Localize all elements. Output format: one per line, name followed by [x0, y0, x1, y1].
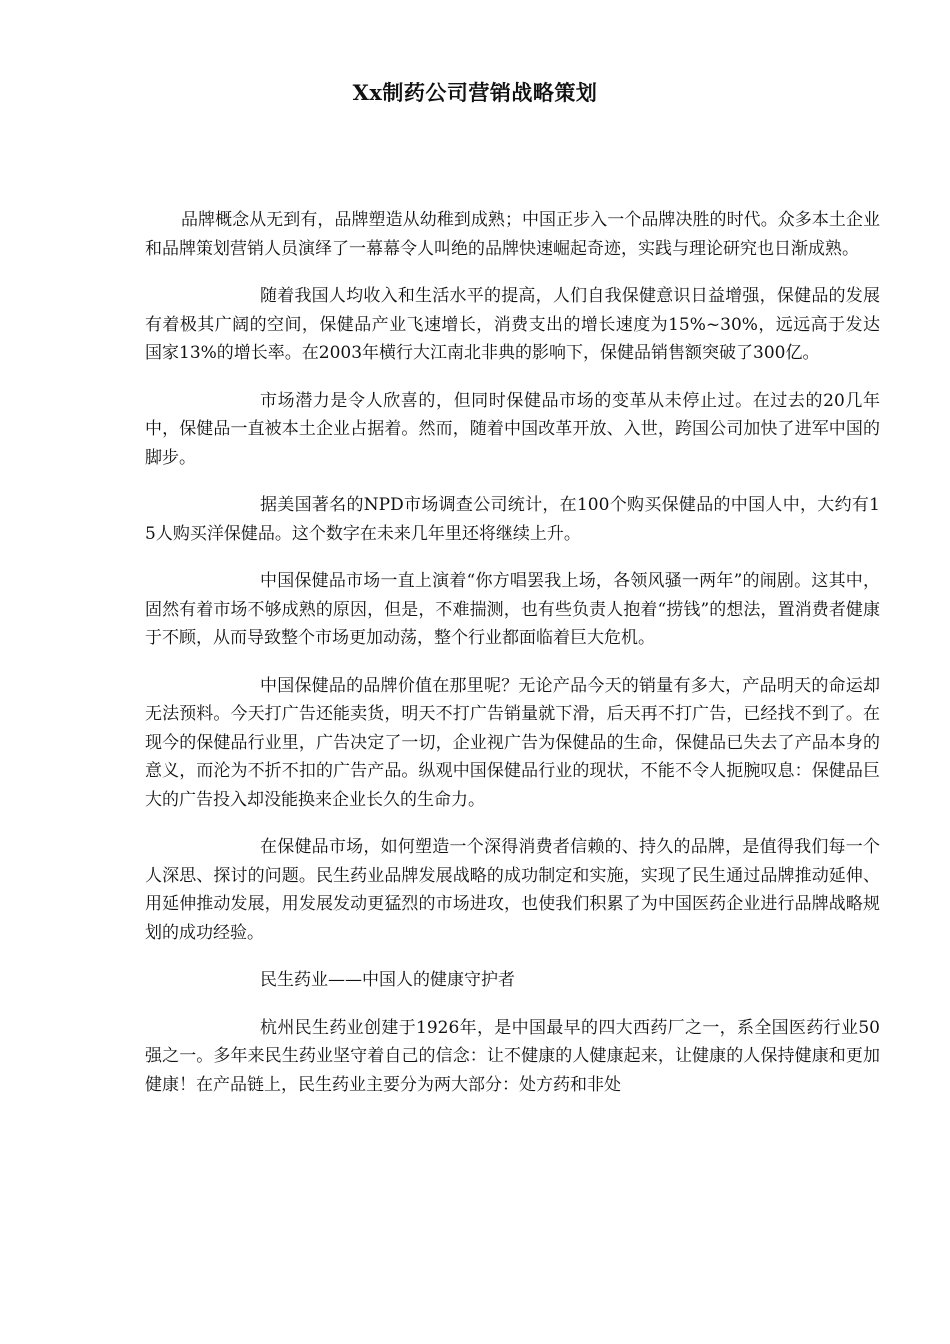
paragraph-market-chaos: 中国保健品市场一直上演着“你方唱罢我上场，各领风骚一两年”的闹剧。这其中，固然有着市场不够成熟的原因，但是，不难揣测，也有些负责人抱着“捞钱”的想法，置消费者健康于不顾，从而导致整个市场更加动荡，整个行业都面临着巨大危机。	[145, 571, 880, 648]
paragraph-brand-strategy: 在保健品市场，如何塑造一个深得消费者信赖的、持久的品牌，是值得我们每一个人深思、探讨的问题。民生药业品牌发展战略的成功制定和实施，实现了民生通过品牌推动延伸、用延伸推动发展，用发展发动更猛烈的市场进攻，也使我们积累了为中国医药企业进行品牌战略规划的成功经验。	[145, 837, 880, 943]
paragraph-minsheng-history: 杭州民生药业创建于1926年，是中国最早的四大西药厂之一，系全国医药行业50强之一。多年来民生药业坚守着自己的信念：让不健康的人健康起来，让健康的人保持健康和更加健康！在产品链上，民生药业主要分为两大部分：处方药和非处	[145, 1017, 880, 1095]
document-body	[145, 206, 880, 1118]
paragraph-npd-survey: 据美国著名的NPD市场调查公司统计，在100个购买保健品的中国人中，大约有15人购买洋保健品。这个数字在未来几年里还将继续上升。	[145, 495, 880, 544]
paragraph-brand-value: 中国保健品的品牌价值在那里呢？无论产品今天的销量有多大，产品明天的命运却无法预料。今天打广告还能卖货，明天不打广告销量就下滑，后天再不打广告，已经找不到了。在现今的保健品行业里，广告决定了一切，企业视广告为保健品的生命，保健品已失去了产品本身的意义，而沦为不折不扣的广告产品。纵观中国保健品行业的现状，不能不令人扼腕叹息：保健品巨大的广告投入却没能换来企业长久的生命力。	[145, 675, 880, 810]
document-title: Xx制药公司营销战略策划	[352, 80, 598, 105]
section-heading-minsheng: 民生药业——中国人的健康守护者	[260, 970, 515, 990]
paragraph-brand-era: 品牌概念从无到有，品牌塑造从幼稚到成熟；中国正步入一个品牌决胜的时代。众多本土企业和品牌策划营销人员演绎了一幕幕令人叫绝的品牌快速崛起奇迹，实践与理论研究也日渐成熟。	[145, 210, 880, 259]
paragraph-health-products-growth: 随着我国人均收入和生活水平的提高，人们自我保健意识日益增强，保健品的发展有着极其广阔的空间，保健品产业飞速增长，消费支出的增长速度为15%~30%，远远高于发达国家13%的增长率。在2003年横行大江南北非典的影响下，保健品销售额突破了300亿。	[145, 286, 880, 363]
paragraph-market-potential: 市场潜力是令人欣喜的，但同时保健品市场的变革从未停止过。在过去的20几年中，保健品一直被本土企业占据着。然而，随着中国改革开放、入世，跨国公司加快了进军中国的脚步。	[145, 390, 880, 468]
